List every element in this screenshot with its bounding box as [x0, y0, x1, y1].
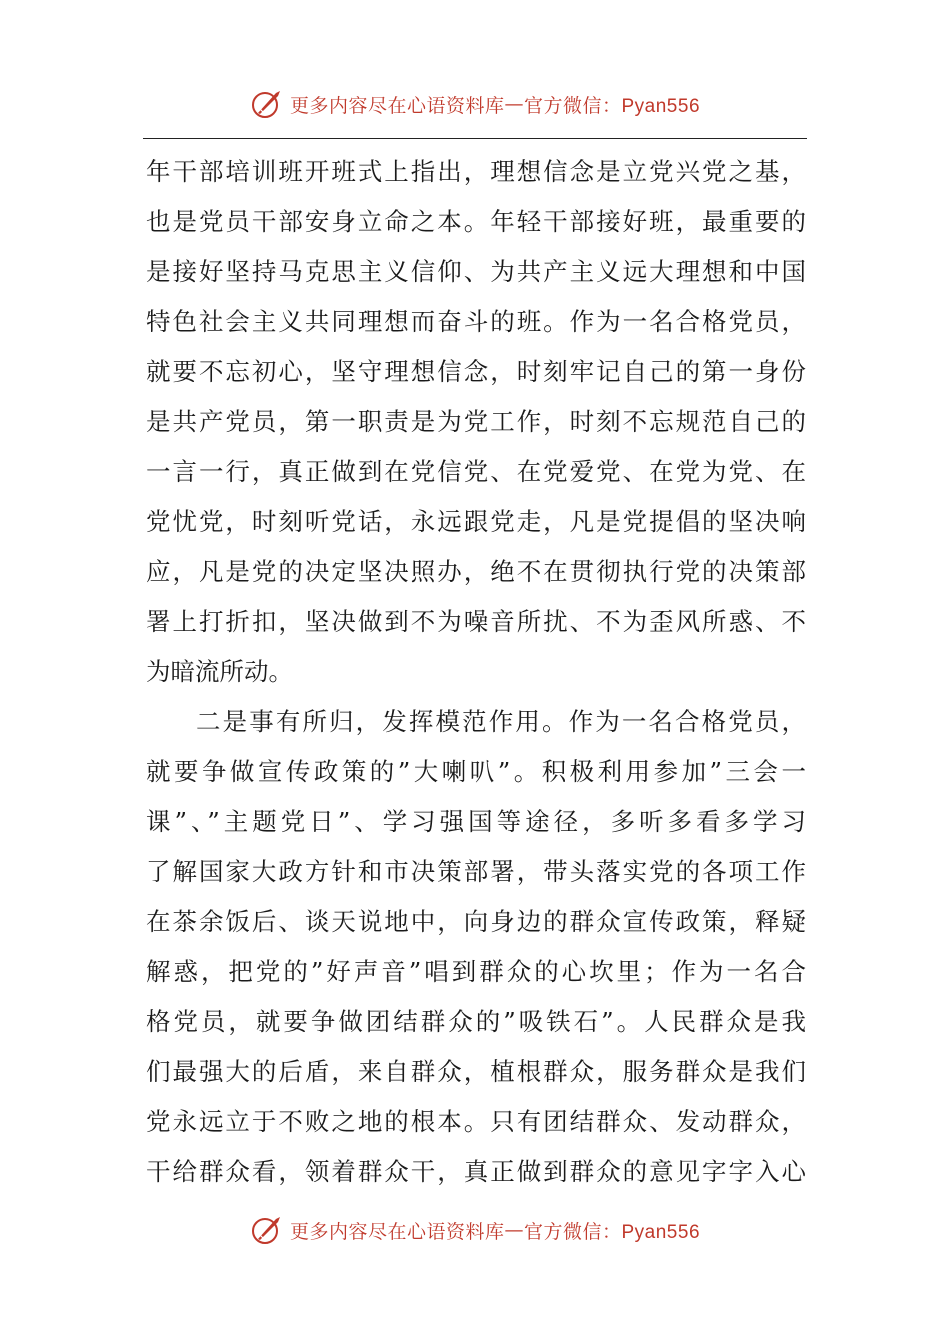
header-banner: [0, 82, 950, 126]
document-body: [146, 147, 806, 1197]
header-divider: [143, 138, 807, 139]
paragraph-1: [146, 147, 806, 697]
text-line: 为暗流所动。: [146, 657, 293, 686]
banner-brand-text: 更多内容尽在心语资料库: [289, 94, 505, 117]
banner-separator: —: [504, 93, 524, 115]
paragraph-2: [146, 697, 806, 1197]
text-line: 特色社会主义共同理想而奋斗的班。作为一名合格党员，: [146, 307, 806, 336]
text-line: 一言一行，真正做到在党信党、在党爱党、在党为党、在: [146, 457, 806, 486]
text-line: 了解国家大政方针和市决策部署，带头落实党的各项工作: [146, 857, 806, 886]
text-line: 课”、”主题党日”、学习强国等途径，多听多看多学习: [146, 807, 806, 836]
quill-pen-logo-icon: [250, 87, 284, 121]
text-line: 二是事有所归，发挥模范作用。作为一名合格党员，: [196, 707, 806, 736]
banner-wechat-text: 官方微信：Pyan556: [524, 1221, 701, 1243]
footer-banner: [0, 1208, 950, 1252]
text-line: 党忧党，时刻听党话，永远跟党走，凡是党提倡的坚决响: [146, 507, 806, 536]
text-line: 是接好坚持马克思主义信仰、为共产主义远大理想和中国: [146, 257, 806, 286]
text-line: 就要争做宣传政策的”大喇叭”。积极利用参加”三会一: [146, 757, 806, 786]
text-line: 是共产党员，第一职责是为党工作，时刻不忘规范自己的: [146, 407, 806, 436]
text-line: 就要不忘初心，坚守理想信念，时刻牢记自己的第一身份: [146, 357, 806, 386]
banner-separator: —: [504, 1219, 524, 1241]
text-line: 们最强大的后盾，来自群众，植根群众，服务群众是我们: [146, 1057, 806, 1086]
text-line: 也是党员干部安身立命之本。年轻干部接好班，最重要的: [146, 207, 806, 236]
text-line: 署上打折扣，坚决做到不为噪音所扰、不为歪风所惑、不: [146, 607, 806, 636]
quill-pen-logo-icon: [250, 1213, 284, 1247]
text-line: 在茶余饭后、谈天说地中，向身边的群众宣传政策，释疑: [146, 907, 806, 936]
text-line: 年干部培训班开班式上指出，理想信念是立党兴党之基，: [146, 157, 806, 186]
text-line: 解惑，把党的”好声音”唱到群众的心坎里；作为一名合: [146, 957, 806, 986]
text-line: 干给群众看，领着群众干，真正做到群众的意见字字入心: [146, 1157, 806, 1186]
text-line: 格党员，就要争做团结群众的”吸铁石”。人民群众是我: [146, 1007, 806, 1036]
text-line: 党永远立于不败之地的根本。只有团结群众、发动群众，: [146, 1107, 806, 1136]
banner-wechat-text: 官方微信：Pyan556: [524, 95, 701, 117]
text-line: 应，凡是党的决定坚决照办，绝不在贯彻执行党的决策部: [146, 557, 806, 586]
banner-brand-text: 更多内容尽在心语资料库: [289, 1220, 505, 1243]
